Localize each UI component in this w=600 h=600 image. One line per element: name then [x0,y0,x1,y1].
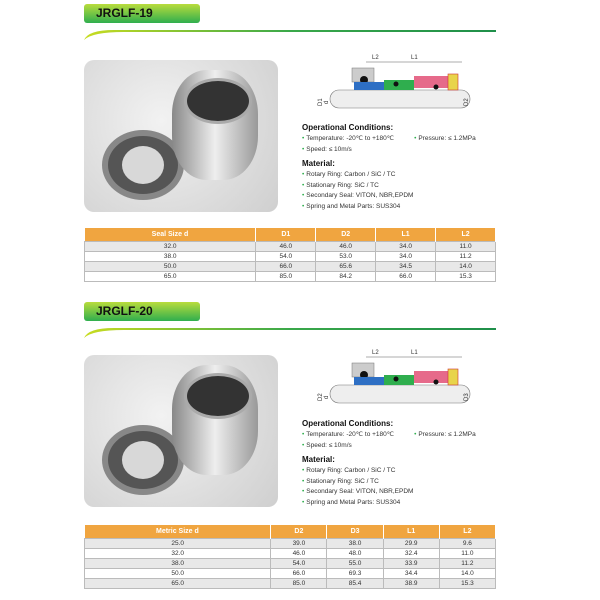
table-cell: 69.3 [327,569,383,579]
table-cell: 38.0 [85,252,256,262]
material-item: • Stationary Ring: SiC / TC [302,477,542,488]
column-header: L2 [439,525,495,539]
material-item: • Spring and Metal Parts: SUS304 [302,202,542,213]
table-cell: 65.6 [316,262,376,272]
table-cell: 11.0 [439,549,495,559]
table-cell: 85.0 [256,272,316,282]
size-table [84,525,496,589]
specifications [302,418,542,508]
product-photo [84,60,278,212]
table-cell: 66.0 [256,262,316,272]
table-row [85,252,496,262]
table-cell: 55.0 [327,559,383,569]
table-cell: 50.0 [85,569,271,579]
table-cell: 46.0 [256,242,316,252]
table-cell: 11.2 [439,559,495,569]
table-header [85,228,496,242]
table-row [85,579,496,589]
table-cell: 15.3 [439,579,495,589]
table-cell: 66.0 [376,272,436,282]
column-header: Seal Size d [85,228,256,242]
specifications [302,122,542,212]
dimension-label: D2 [464,98,470,106]
dimension-label: L1 [411,350,418,356]
dimension-label: d [324,100,330,104]
column-header: D1 [256,228,316,242]
table-cell: 53.0 [316,252,376,262]
table-row [85,272,496,282]
product-section [0,0,600,298]
column-header: L1 [376,228,436,242]
table-cell: 32.0 [85,242,256,252]
table-row [85,262,496,272]
product-photo [84,355,278,507]
table-cell: 9.6 [439,539,495,549]
table-row [85,559,496,569]
dimension-label: D3 [464,393,470,401]
conditions-heading: Operational Conditions: [302,123,394,132]
dimension-label: D2 [318,393,324,401]
table-cell: 85.0 [271,579,327,589]
table-cell: 48.0 [327,549,383,559]
table-cell: 11.2 [436,252,496,262]
table-cell: 34.0 [376,252,436,262]
material-item: • Stationary Ring: SiC / TC [302,181,542,192]
dimension-label: D1 [318,98,324,106]
column-header: L1 [383,525,439,539]
table-header [85,525,496,539]
table-row [85,569,496,579]
column-header: D2 [316,228,376,242]
table-cell: 46.0 [316,242,376,252]
material-item: • Secondary Seal: VITON, NBR,EPDM [302,487,542,498]
conditions-heading: Operational Conditions: [302,419,394,428]
table-cell: 50.0 [85,262,256,272]
table-cell: 54.0 [256,252,316,262]
product-section [0,298,600,596]
material-item: • Spring and Metal Parts: SUS304 [302,498,542,509]
table-cell: 85.4 [327,579,383,589]
seal-diagram [316,50,476,114]
dimension-label: L1 [411,55,418,61]
seal-diagram [316,345,476,409]
material-item: • Secondary Seal: VITON, NBR,EPDM [302,191,542,202]
table-cell: 11.0 [436,242,496,252]
table-cell: 34.5 [376,262,436,272]
table-cell: 33.9 [383,559,439,569]
column-header: D2 [271,525,327,539]
table-cell: 15.3 [436,272,496,282]
column-header: D3 [327,525,383,539]
table-cell: 32.4 [383,549,439,559]
column-header: L2 [436,228,496,242]
table-cell: 14.0 [436,262,496,272]
condition-speed: • Speed: ≤ 10m/s [302,441,542,452]
table-row [85,549,496,559]
table-cell: 38.0 [85,559,271,569]
table-cell: 65.0 [85,579,271,589]
table-cell: 38.9 [383,579,439,589]
material-heading: Material: [302,159,335,168]
condition-pressure: • Pressure: ≤ 1.2MPa [414,134,476,145]
material-heading: Material: [302,455,335,464]
product-title: JRGLF-19 [84,4,200,23]
table-cell: 66.0 [271,569,327,579]
condition-temperature: • Temperature: -20℃ to +180℃ [302,430,394,441]
table-cell: 65.0 [85,272,256,282]
column-header: Metric Size d [85,525,271,539]
table-cell: 29.9 [383,539,439,549]
condition-pressure: • Pressure: ≤ 1.2MPa [414,430,476,441]
table-cell: 14.0 [439,569,495,579]
header-rule [84,326,496,338]
table-cell: 32.0 [85,549,271,559]
table-cell: 34.4 [383,569,439,579]
size-table [84,228,496,282]
condition-temperature: • Temperature: -20℃ to +180℃ [302,134,394,145]
table-cell: 54.0 [271,559,327,569]
condition-speed: • Speed: ≤ 10m/s [302,145,542,156]
dimension-label: d [324,395,330,399]
table-cell: 39.0 [271,539,327,549]
material-item: • Rotary Ring: Carbon / SiC / TC [302,466,542,477]
material-item: • Rotary Ring: Carbon / SiC / TC [302,170,542,181]
table-cell: 84.2 [316,272,376,282]
table-cell: 46.0 [271,549,327,559]
header-rule [84,28,496,40]
dimension-label: L2 [372,55,379,61]
product-title: JRGLF-20 [84,302,200,321]
table-row [85,242,496,252]
dimension-label: L2 [372,350,379,356]
table-row [85,539,496,549]
table-cell: 25.0 [85,539,271,549]
table-cell: 34.0 [376,242,436,252]
table-cell: 38.0 [327,539,383,549]
